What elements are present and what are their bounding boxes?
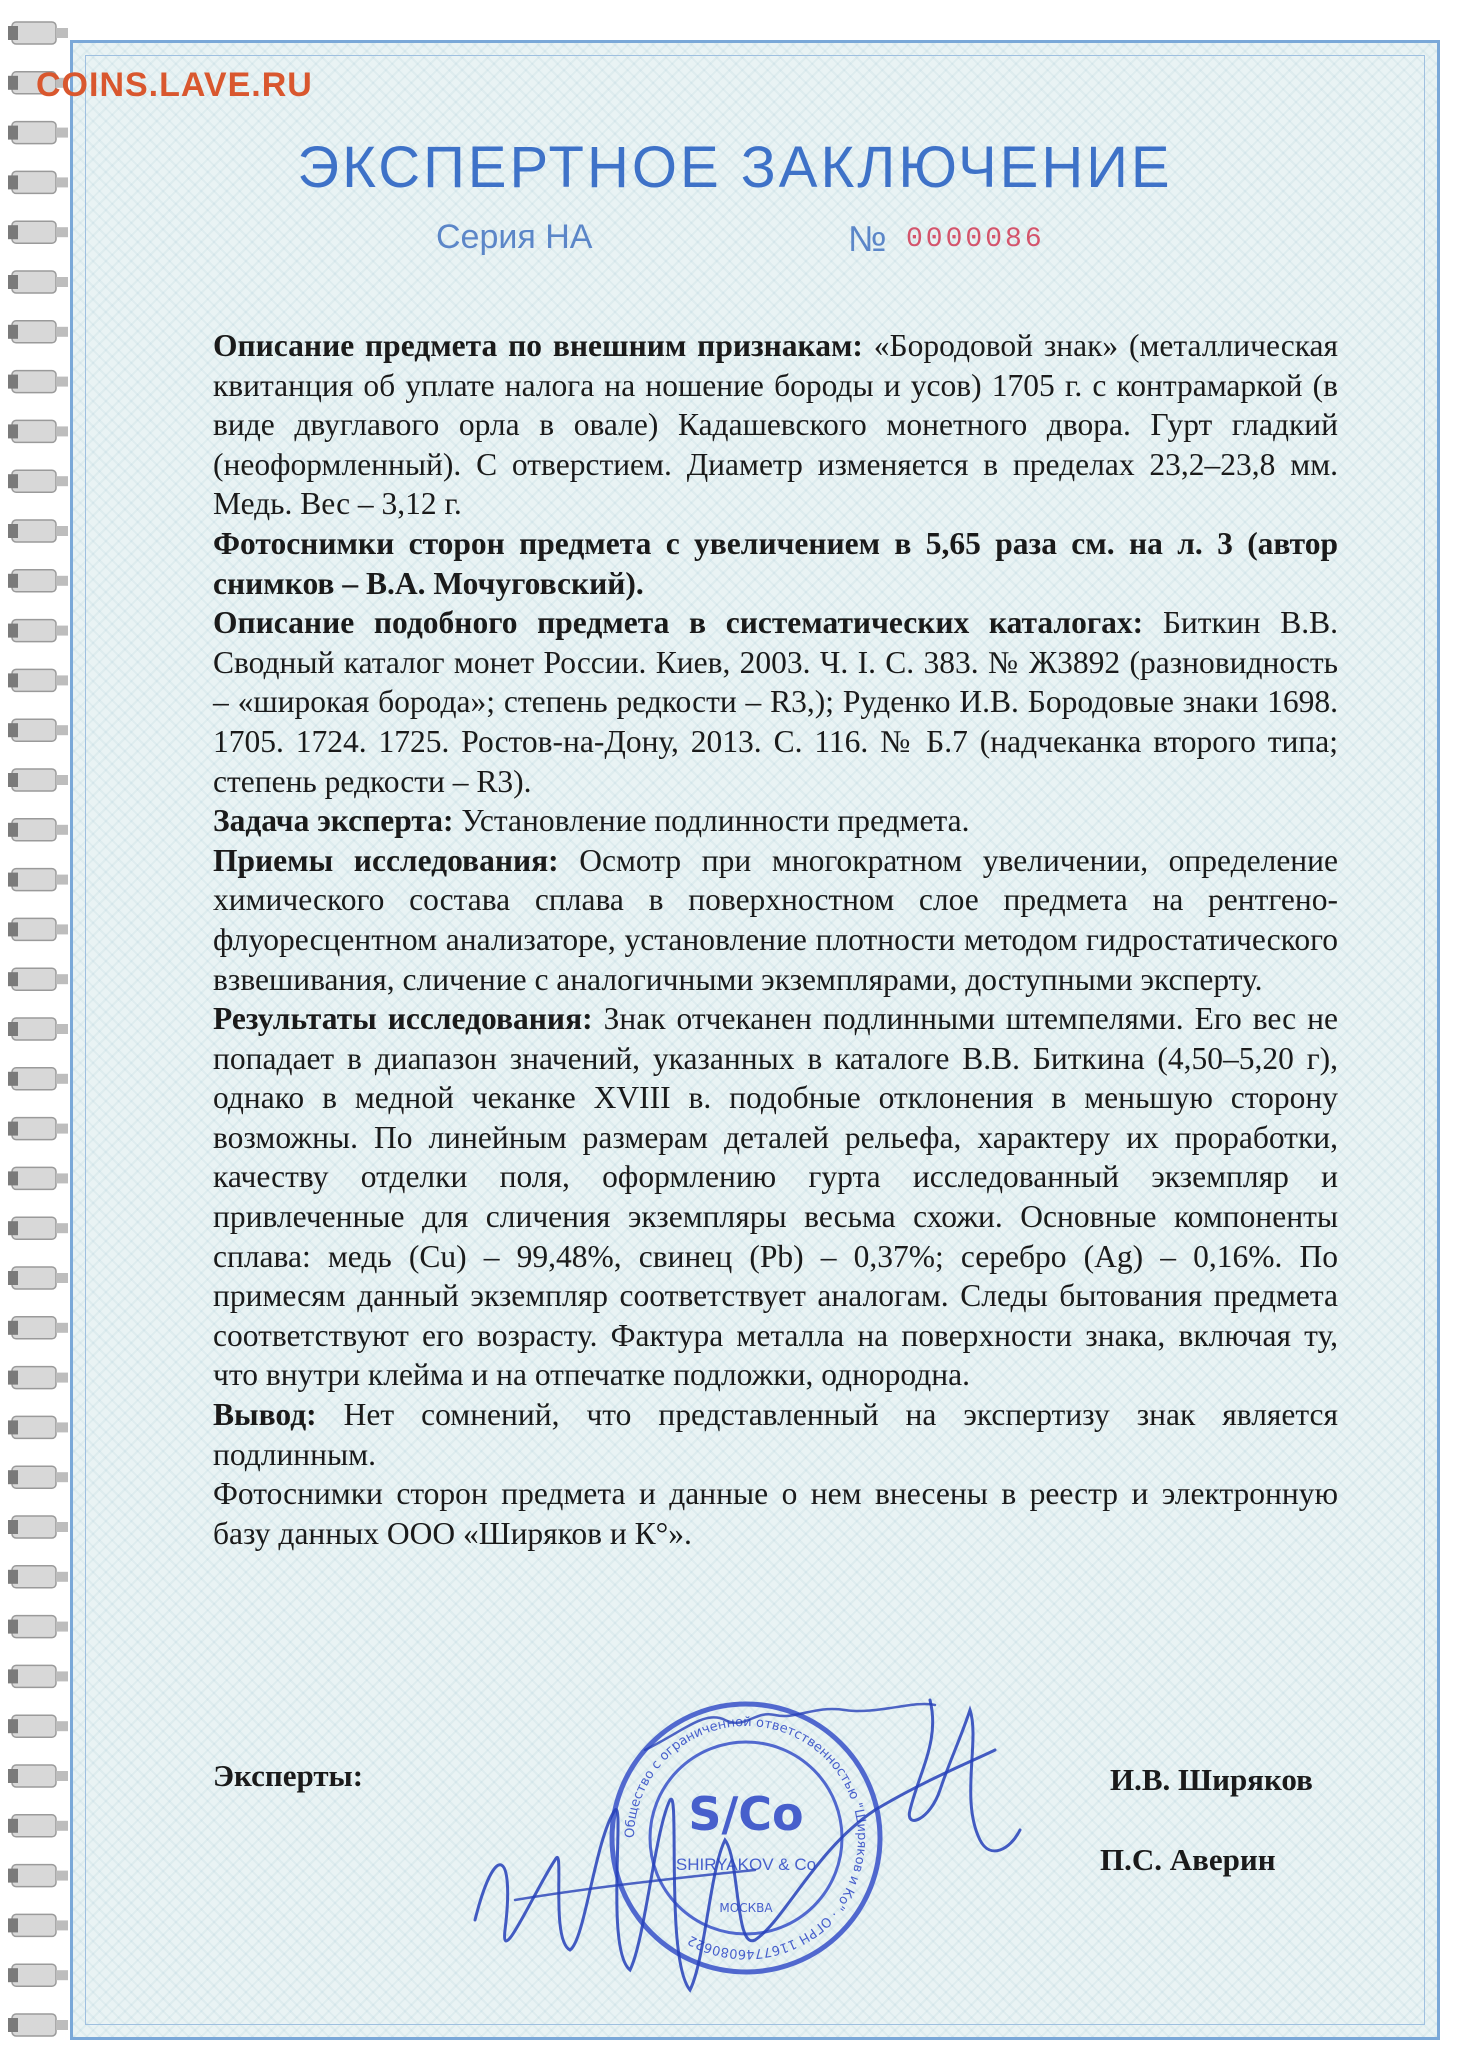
spiral-ring bbox=[8, 22, 68, 44]
seal-city: МОСКВА bbox=[719, 1901, 773, 1915]
catalogs-heading: Описание подобного предмета в систематических каталогах: bbox=[213, 605, 1144, 641]
spiral-ring bbox=[8, 1118, 68, 1140]
photos-paragraph bbox=[213, 524, 1338, 603]
description-text: «Бородовой знак» (металлическая квитанция об уплате налога на ношение бороды и усов) 1705 г. с контрамаркой (в виде двуглавого орла в овале) Кадашевского монетного двора. Гурт гладкий (неоформленный). С отверстием. Диаметр изменяется в пределах 23,2–23,8 мм. Медь. Вес – 3,12 г. bbox=[213, 328, 1339, 522]
spiral-ring bbox=[8, 1018, 68, 1040]
methods-heading: Приемы исследования: bbox=[213, 842, 559, 878]
spiral-ring bbox=[8, 669, 68, 691]
spiral-ring bbox=[8, 520, 68, 542]
spiral-ring bbox=[8, 420, 68, 442]
methods-paragraph bbox=[213, 841, 1338, 999]
spiral-ring bbox=[8, 1865, 68, 1887]
results-heading: Результаты исследования: bbox=[213, 1001, 593, 1037]
photos-heading: Фотоснимки сторон предмета с увеличением в 5,65 раза см. на л. 3 (автор снимков – В.А. Мочуговский). bbox=[213, 525, 1338, 601]
catalogs-text: Биткин В.В. Сводный каталог монет России. Киев, 2003. Ч. I. С. 383. № Ж3892 (разновидность – «широкая борода»; степень редкости – R3,); Руденко И.В. Бородовые знаки 1698. 1705. 1724. 1725. Ростов-на-Дону, 2013. С. 116. № Б.7 (надчеканка второго типа; степень редкости – R3). bbox=[213, 605, 1338, 799]
certificate-number: 0000086 bbox=[906, 224, 1045, 255]
spiral-ring bbox=[8, 968, 68, 990]
spiral-ring bbox=[8, 869, 68, 891]
spiral-ring bbox=[8, 719, 68, 741]
experts-label: Эксперты: bbox=[213, 1758, 364, 1793]
registry-paragraph bbox=[213, 1474, 1338, 1553]
task-paragraph bbox=[213, 801, 1338, 841]
seal-center-text: SHIRYAKOV & Co bbox=[675, 1855, 817, 1874]
expert-name-shiryakov: И.В. Ширяков bbox=[1110, 1762, 1313, 1797]
conclusion-text: Нет сомнений, что представленный на экспертизу знак является подлинным. bbox=[213, 1397, 1339, 1472]
results-paragraph bbox=[213, 999, 1338, 1395]
site-watermark: COINS.LAVE.RU bbox=[36, 66, 313, 104]
description-paragraph bbox=[213, 326, 1338, 524]
spiral-ring bbox=[8, 1267, 68, 1289]
task-text: Установление подлинности предмета. bbox=[461, 803, 970, 839]
spiral-ring bbox=[8, 620, 68, 642]
spiral-ring bbox=[8, 1416, 68, 1438]
spiral-ring bbox=[8, 1715, 68, 1737]
spiral-ring bbox=[8, 321, 68, 343]
spiral-ring bbox=[8, 271, 68, 293]
seal-logo: S/Co bbox=[688, 1787, 804, 1841]
spiral-ring bbox=[8, 1466, 68, 1488]
series-line bbox=[0, 218, 1470, 268]
spiral-ring bbox=[8, 570, 68, 592]
conclusion-paragraph bbox=[213, 1395, 1338, 1474]
spiral-ring bbox=[8, 1616, 68, 1638]
document-body bbox=[213, 326, 1338, 1553]
spiral-ring bbox=[8, 1566, 68, 1588]
spiral-ring bbox=[8, 2014, 68, 2036]
spiral-ring bbox=[8, 371, 68, 393]
catalogs-paragraph bbox=[213, 603, 1338, 801]
seal-ring-text: Общество с ограниченной ответственностью "Ширяков и Ко" · ОГРН 1167746080622 bbox=[622, 1714, 870, 1962]
spiral-ring bbox=[8, 819, 68, 841]
spiral-ring bbox=[8, 1068, 68, 1090]
series-label: Серия НА bbox=[436, 218, 593, 256]
expert-name-averin: П.С. Аверин bbox=[1100, 1842, 1276, 1877]
spiral-ring bbox=[8, 1217, 68, 1239]
methods-text: Осмотр при многократном увеличении, определение химического состава сплава в поверхностном слое предмета на рентгено-флуоресцентном анализаторе, установление плотности методом гидростатического взвешивания, сличение с аналогичными экземплярами, доступными эксперту. bbox=[213, 842, 1339, 997]
registry-text: Фотоснимки сторон предмета и данные о нем внесены в реестр и электронную базу данных ООО «Ширяков и К°». bbox=[213, 1476, 1338, 1551]
results-text: Знак отчеканен подлинными штемпелями. Его вес не попадает в диапазон значений, указанных в каталоге В.В. Биткина (4,50–5,20 г), однако в медной чеканке XVIII в. подобные отклонения в меньшую сторону возможны. По линейным размерам деталей рельефа, характеру их проработки, качеству отделки поля, оформлению гурта исследованный экземпляр и привлеченные для сличения экземпляры весьма схожи. Основные компоненты сплава: медь (Cu) – 99,48%, свинец (Pb) – 0,37%; серебро (Ag) – 0,16%. По примесям данный экземпляр соответствует аналогам. Следы бытования предмета соответствуют его возрасту. Фактура металла на поверхности знака, включая ту, что внутри клейма и на отпечатке подложки, однородна. bbox=[213, 1001, 1338, 1393]
description-heading: Описание предмета по внешним признакам: bbox=[213, 328, 863, 363]
spiral-ring bbox=[8, 918, 68, 940]
document-title: ЭКСПЕРТНОЕ ЗАКЛЮЧЕНИЕ bbox=[297, 135, 1173, 200]
spiral-ring bbox=[8, 1815, 68, 1837]
spiral-ring bbox=[8, 1167, 68, 1189]
signature-shiryakov bbox=[870, 1680, 1030, 1880]
spiral-ring bbox=[8, 1516, 68, 1538]
conclusion-heading: Вывод: bbox=[213, 1397, 317, 1433]
spiral-ring bbox=[8, 1964, 68, 1986]
spiral-ring bbox=[8, 1765, 68, 1787]
number-sign: № bbox=[848, 218, 887, 259]
spiral-ring bbox=[8, 1317, 68, 1339]
task-heading: Задача эксперта: bbox=[213, 803, 454, 839]
spiral-ring bbox=[8, 1665, 68, 1687]
spiral-ring bbox=[8, 1367, 68, 1389]
spiral-ring bbox=[8, 470, 68, 492]
spiral-ring bbox=[8, 769, 68, 791]
spiral-ring bbox=[8, 1914, 68, 1936]
